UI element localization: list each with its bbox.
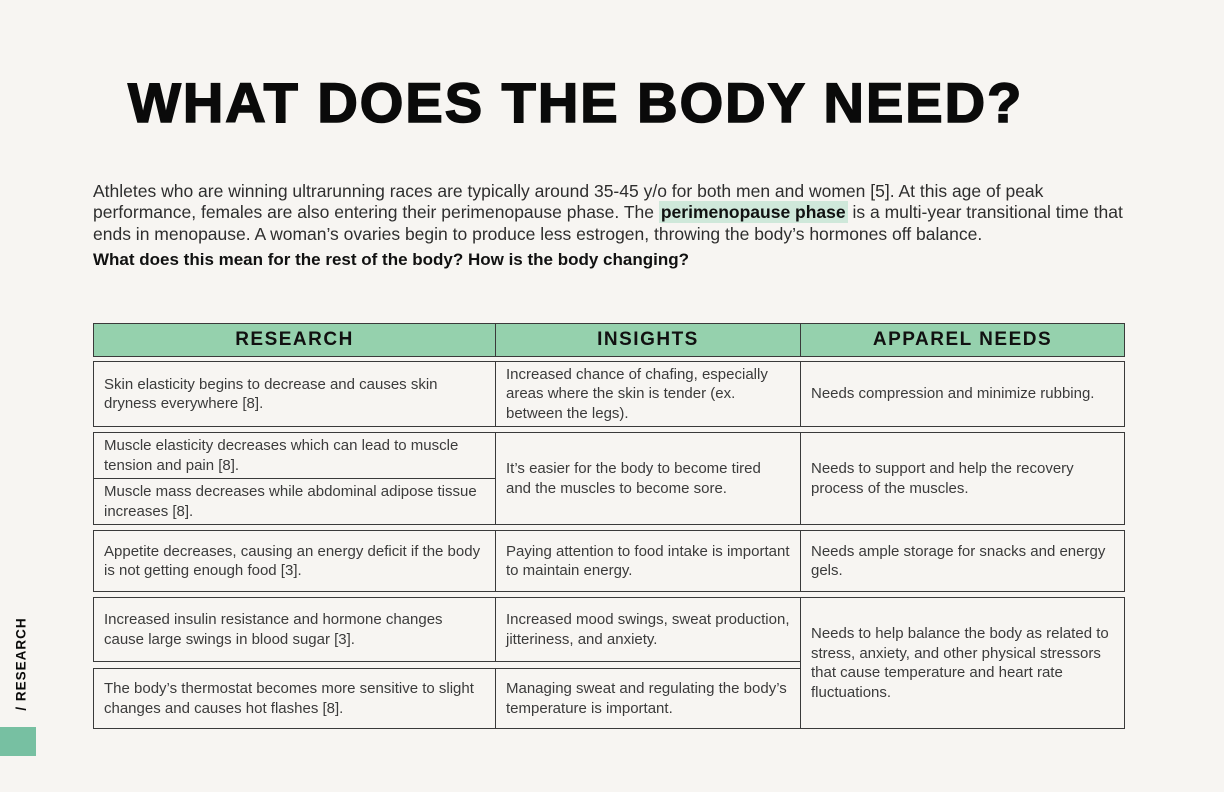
cell-appetite-research: Appetite decreases, causing an energy deficit if the body is not getting enough food [3].: [93, 530, 496, 592]
question-line: What does this mean for the rest of the body? How is the body changing?: [93, 250, 689, 269]
cell-muscle-insights: It’s easier for the body to become tired and the muscles to become sore.: [495, 432, 801, 525]
cell-appetite-insights: Paying attention to food intake is important to maintain energy.: [495, 530, 801, 592]
table-header-apparel-needs: APPAREL NEEDS: [800, 323, 1125, 357]
intro-text-before: Athletes who are winning ultrarunning races are typically around 35-45 y/o for both men and women [5]. At this age of peak performance, females are also entering their perimenopause phase. The: [93, 180, 1044, 222]
cell-balance-apparel: Needs to help balance the body as related to stress, anxiety, and other physical stressors that cause temperature and heart rate fluctuations.: [800, 597, 1125, 729]
intro-text-after: is a multi-year transitional time that ends in menopause. A woman’s ovaries begin to produce less estrogen, throwing the body’s hormones off balance.: [93, 202, 1123, 244]
accent-square: [0, 727, 36, 756]
cell-thermostat-research: The body’s thermostat becomes more sensitive to slight changes and causes hot flashes [8].: [93, 668, 496, 729]
side-label-research: / RESEARCH: [13, 617, 29, 711]
cell-insulin-insights: Increased mood swings, sweat production, jitteriness, and anxiety.: [495, 597, 801, 662]
intro-paragraph: [93, 181, 1125, 246]
cell-muscle-elasticity-research: Muscle elasticity decreases which can lead to muscle tension and pain [8].: [93, 432, 496, 479]
highlight-perimenopause: perimenopause phase: [660, 202, 846, 222]
table-header-research: RESEARCH: [93, 323, 496, 357]
cell-appetite-apparel: Needs ample storage for snacks and energy gels.: [800, 530, 1125, 592]
cell-skin-insights: Increased chance of chafing, especially areas where the skin is tender (ex. between the legs).: [495, 361, 801, 427]
cell-muscle-apparel: Needs to support and help the recovery process of the muscles.: [800, 432, 1125, 525]
table-header-insights: INSIGHTS: [495, 323, 801, 357]
cell-insulin-research: Increased insulin resistance and hormone changes cause large swings in blood sugar [3].: [93, 597, 496, 662]
cell-skin-research: Skin elasticity begins to decrease and causes skin dryness everywhere [8].: [93, 361, 496, 427]
cell-thermostat-insights: Managing sweat and regulating the body’s temperature is important.: [495, 668, 801, 729]
page-title: WHAT DOES THE BODY NEED?: [128, 71, 1024, 134]
cell-skin-apparel: Needs compression and minimize rubbing.: [800, 361, 1125, 427]
cell-muscle-mass-research: Muscle mass decreases while abdominal adipose tissue increases [8].: [93, 478, 496, 525]
